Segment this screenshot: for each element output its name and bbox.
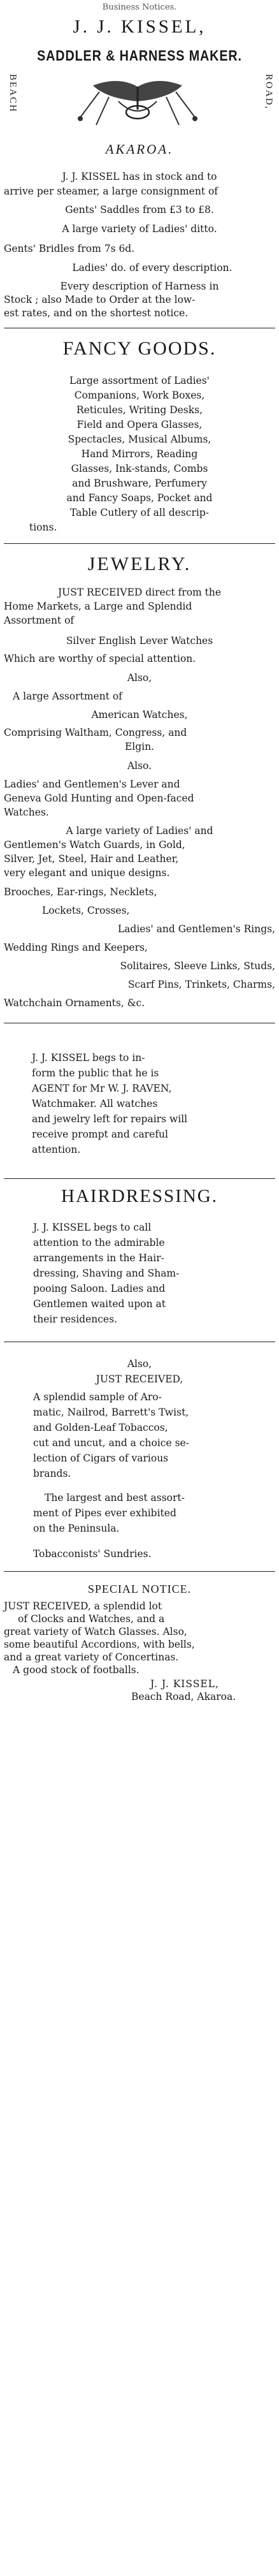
text-line: Gentlemen waited upon at (33, 1298, 166, 1310)
text-line: A large variety of Ladies' ditto. (62, 223, 217, 235)
text-line: Stock ; also Made to Order at the low- (4, 294, 196, 305)
text-line: Every description of Harness in (60, 281, 219, 292)
text-line: Ladies' do. of every description. (72, 262, 232, 274)
text-line: Watches. (4, 807, 49, 818)
divider (4, 1178, 275, 1179)
text-line: A good stock of footballs. (13, 1664, 140, 1676)
text-line: arrive per steamer, a large consignment of (4, 186, 218, 197)
side-label-left: BEACH (8, 74, 18, 113)
text-line: Also, (127, 672, 152, 684)
text-line: Which are worthy of special attention. (4, 653, 196, 664)
text-line: Silver, Jet, Steel, Hair and Leather, (4, 853, 179, 865)
text-line: attention. (32, 1144, 81, 1155)
text-line: Also. (127, 760, 152, 772)
text-line: cut and uncut, and a choice se- (33, 1437, 189, 1449)
text-line: Assortment of (4, 615, 75, 626)
text-line: Field and Opera Glasses, (76, 419, 203, 430)
text-line: Also, (127, 1358, 152, 1370)
text-line: Gents' Bridles from 7s 6d. (4, 243, 135, 254)
text-line: tions. (29, 522, 57, 533)
text-line: arrangements in the Hair- (33, 1252, 164, 1264)
text-line: Table Cutlery of all descrip- (70, 507, 209, 518)
text-line: Elgin. (124, 741, 155, 752)
text-line: AGENT for Mr W. J. RAVEN, (32, 1083, 172, 1094)
trade-title: SADDLER & HARNESS MAKER. (37, 47, 242, 64)
signature-name: J. J. KISSEL, (150, 1678, 219, 1690)
text-line: Ladies' and Gentlemen's Lever and (4, 779, 180, 790)
text-line: American Watches, (91, 709, 188, 721)
text-line: Spectacles, Musical Albums, (68, 434, 211, 445)
text-line: and Brushware, Perfumery (72, 478, 207, 489)
text-line: Watchchain Ornaments, &c. (4, 997, 145, 1009)
text-line: J. J. KISSEL begs to in- (32, 1052, 145, 1064)
text-line: and Fancy Soaps, Pocket and (66, 492, 213, 504)
text-line: form the public that he is (32, 1067, 159, 1079)
text-line: Gentlemen's Watch Guards, in Gold, (4, 839, 185, 851)
special-notice-heading: SPECIAL NOTICE. (87, 1583, 192, 1595)
text-line: JUST RECEIVED, (96, 1373, 183, 1385)
text-line: est rates, and on the shortest notice. (4, 307, 189, 319)
text-line: J. J. KISSEL begs to call (33, 1222, 152, 1233)
text-line: some beautiful Accordions, with bells, (4, 1639, 195, 1650)
text-line: Lockets, Crosses, (42, 905, 130, 916)
saddle-emblem-icon (74, 73, 201, 130)
text-line: very elegant and unique designs. (4, 867, 170, 879)
divider (4, 1571, 275, 1572)
text-line: great variety of Watch Glasses. Also, (4, 1626, 187, 1637)
text-line: their residences. (33, 1314, 117, 1325)
text-line: Silver English Lever Watches (66, 635, 213, 647)
side-label-right: ROAD, (264, 74, 274, 110)
text-line: Home Markets, a Large and Splendid (4, 601, 192, 612)
text-line: JUST RECEIVED, a splendid lot (4, 1600, 162, 1612)
text-line: pooing Saloon. Ladies and (33, 1283, 166, 1294)
text-line: Geneva Gold Hunting and Open-faced (4, 793, 194, 804)
text-line: ment of Pipes ever exhibited (33, 1507, 176, 1519)
text-line: Hand Mirrors, Reading (81, 448, 198, 460)
text-line: Ladies' and Gentlemen's Rings, (117, 923, 275, 935)
jewelry-heading: JEWELRY. (87, 553, 192, 574)
top-line: Business Notices. (102, 3, 177, 12)
text-line: Solitaires, Sleeve Links, Studs, (120, 960, 275, 972)
text-line: dressing, Shaving and Sham- (33, 1268, 180, 1279)
text-line: brands. (33, 1468, 71, 1479)
text-line: on the Peninsula. (33, 1523, 120, 1534)
text-line: Reticules, Writing Desks, (76, 404, 203, 416)
text-line: receive prompt and careful (32, 1129, 168, 1140)
town-name: AKAROA. (105, 142, 174, 157)
text-line: lection of Cigars of various (33, 1453, 169, 1464)
text-line: JUST RECEIVED direct from the (57, 587, 222, 598)
text-line: A large variety of Ladies' and (66, 825, 213, 837)
text-line: Watchmaker. All watches (32, 1098, 158, 1109)
text-line: and jewelry left for repairs will (32, 1113, 188, 1125)
signature-address: Beach Road, Akaroa. (131, 1691, 236, 1702)
text-line: Large assortment of Ladies' (69, 375, 210, 386)
text-line: Tobacconists' Sundries. (33, 1548, 152, 1560)
text-line: A splendid sample of Aro- (33, 1391, 162, 1403)
divider (4, 543, 275, 544)
text-line: Companions, Work Boxes, (74, 390, 205, 401)
text-line: Scarf Pins, Trinkets, Charms, (127, 979, 275, 990)
text-line: of Clocks and Watches, and a (18, 1613, 165, 1625)
text-line: Gents' Saddles from £3 to £8. (65, 204, 214, 216)
text-line: Brooches, Ear-rings, Necklets, (4, 886, 157, 898)
text-line: attention to the admirable (33, 1237, 165, 1248)
text-line: and a great variety of Concertinas. (4, 1651, 179, 1663)
text-line: and Golden-Leaf Tobaccos, (33, 1422, 168, 1433)
text-line: Comprising Waltham, Congress, and (4, 727, 187, 738)
text-line: The largest and best assort- (45, 1492, 185, 1504)
text-line: J. J. KISSEL has in stock and to (62, 171, 217, 182)
fancy-goods-heading: FANCY GOODS. (62, 338, 217, 359)
text-line: Glasses, Ink-stands, Combs (71, 463, 208, 474)
hairdressing-heading: HAIRDRESSING. (61, 1186, 218, 1206)
text-line: Wedding Rings and Keepers, (4, 942, 148, 953)
text-line: matic, Nailrod, Barrett's Twist, (33, 1407, 189, 1418)
advertiser-name: J. J. KISSEL, (73, 17, 206, 37)
text-line: A large Assortment of (13, 691, 122, 702)
